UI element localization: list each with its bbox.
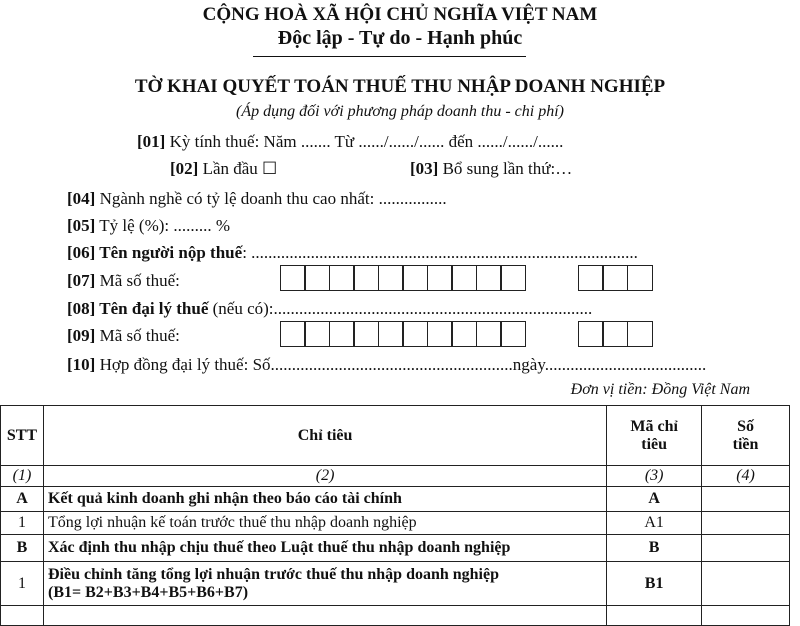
field-label: Tên đại lý thuế bbox=[95, 299, 209, 318]
row-desc bbox=[43, 606, 606, 626]
row-code: A bbox=[607, 487, 702, 512]
col-number: (2) bbox=[43, 466, 606, 487]
digit-box[interactable] bbox=[280, 321, 306, 347]
table-row bbox=[1, 535, 790, 562]
field-code: [03] bbox=[410, 159, 439, 178]
tax-code-boxes-09[interactable] bbox=[281, 321, 526, 347]
row-amount-cell[interactable] bbox=[702, 562, 790, 606]
motto: Độc lập - Tự do - Hạnh phúc bbox=[277, 27, 523, 49]
field-text: Ngành nghề có tỷ lệ doanh thu cao nhất: ................ bbox=[95, 189, 447, 208]
column-number-row bbox=[1, 466, 790, 487]
col-number: (3) bbox=[607, 466, 702, 487]
field-02[interactable] bbox=[170, 159, 277, 179]
digit-box[interactable] bbox=[378, 321, 404, 347]
field-code: [02] bbox=[170, 159, 199, 178]
digit-box[interactable] bbox=[476, 321, 502, 347]
digit-box[interactable] bbox=[602, 321, 628, 347]
row-amount-cell[interactable] bbox=[702, 487, 790, 512]
col-header-amount: Số tiền bbox=[702, 406, 790, 466]
field-text: Mã số thuế: bbox=[95, 326, 180, 345]
table-row bbox=[1, 606, 790, 626]
digit-box[interactable] bbox=[378, 265, 404, 291]
field-text: Tỷ lệ (%): ......... % bbox=[95, 216, 231, 235]
digit-box[interactable] bbox=[602, 265, 628, 291]
digit-box[interactable] bbox=[627, 265, 653, 291]
field-code: [10] bbox=[67, 355, 96, 374]
row-amount-cell[interactable] bbox=[702, 535, 790, 562]
digit-box[interactable] bbox=[304, 321, 330, 347]
table-row bbox=[1, 512, 790, 535]
row-stt: B bbox=[1, 535, 44, 562]
branch-code-boxes-09[interactable] bbox=[579, 321, 653, 347]
field-code: [05] bbox=[67, 216, 96, 235]
first-time-checkbox[interactable]: Lần đầu ☐ bbox=[198, 159, 278, 178]
row-code: A1 bbox=[607, 512, 702, 535]
row-stt: A bbox=[1, 487, 44, 512]
col-header-stt: STT bbox=[1, 406, 44, 466]
field-label: Tên người nộp thuế bbox=[95, 243, 243, 262]
col-number: (1) bbox=[1, 466, 44, 487]
digit-box[interactable] bbox=[353, 265, 379, 291]
field-text: (nếu có):........................................................................... bbox=[208, 299, 593, 318]
row-amount-cell[interactable] bbox=[702, 512, 790, 535]
field-05[interactable] bbox=[67, 216, 230, 236]
field-07 bbox=[67, 271, 180, 291]
digit-box[interactable] bbox=[427, 265, 453, 291]
row-stt: 1 bbox=[1, 562, 44, 606]
digit-box[interactable] bbox=[451, 265, 477, 291]
field-code: [09] bbox=[67, 326, 96, 345]
digit-box[interactable] bbox=[627, 321, 653, 347]
table-row bbox=[1, 487, 790, 512]
branch-code-boxes-07[interactable] bbox=[579, 265, 653, 291]
field-code: [06] bbox=[67, 243, 96, 262]
field-text: Hợp đồng đại lý thuế: Số.........................................................ngày...................................... bbox=[95, 355, 707, 374]
row-code bbox=[607, 606, 702, 626]
field-text: : ........................................................................................... bbox=[242, 243, 638, 262]
row-stt: 1 bbox=[1, 512, 44, 535]
row-desc: Tổng lợi nhuận kế toán trước thuế thu nhập doanh nghiệp bbox=[43, 512, 606, 535]
form-subtitle: (Áp dụng đối với phương pháp doanh thu - chi phí) bbox=[236, 103, 564, 120]
row-stt bbox=[1, 606, 44, 626]
digit-box[interactable] bbox=[500, 321, 526, 347]
digit-box[interactable] bbox=[578, 265, 604, 291]
nation-title: CỘNG HOÀ XÃ HỘI CHỦ NGHĨA VIỆT NAM bbox=[202, 4, 598, 25]
digit-box[interactable] bbox=[451, 321, 477, 347]
col-header-indicator: Chỉ tiêu bbox=[43, 406, 606, 466]
currency-note: Đơn vị tiền: Đồng Việt Nam bbox=[570, 381, 750, 398]
field-09 bbox=[67, 326, 180, 346]
field-06[interactable] bbox=[67, 243, 638, 263]
row-desc: Điều chỉnh tăng tổng lợi nhuận trước thuế thu nhập doanh nghiệp (B1= B2+B3+B4+B5+B6+B7) bbox=[43, 562, 606, 606]
row-code: B bbox=[607, 535, 702, 562]
field-03[interactable] bbox=[410, 159, 572, 179]
field-code: [08] bbox=[67, 299, 96, 318]
digit-box[interactable] bbox=[427, 321, 453, 347]
header-row bbox=[1, 406, 790, 466]
field-08[interactable] bbox=[67, 299, 592, 319]
digit-box[interactable] bbox=[578, 321, 604, 347]
motto-underline bbox=[253, 56, 526, 57]
field-code: [01] bbox=[137, 132, 166, 151]
row-code: B1 bbox=[607, 562, 702, 606]
field-text: Mã số thuế: bbox=[95, 271, 180, 290]
field-10[interactable] bbox=[67, 355, 706, 375]
field-code: [04] bbox=[67, 189, 96, 208]
digit-box[interactable] bbox=[402, 321, 428, 347]
field-code: [07] bbox=[67, 271, 96, 290]
form-title: TỜ KHAI QUYẾT TOÁN THUẾ THU NHẬP DOANH NGHIỆP bbox=[134, 76, 666, 97]
row-amount-cell[interactable] bbox=[702, 606, 790, 626]
field-01[interactable] bbox=[137, 132, 563, 152]
digit-box[interactable] bbox=[402, 265, 428, 291]
row-desc: Kết quả kinh doanh ghi nhận theo báo cáo tài chính bbox=[43, 487, 606, 512]
digit-box[interactable] bbox=[280, 265, 306, 291]
field-text: Kỳ tính thuế: Năm ....... Từ ....../....../...... đến ....../....../...... bbox=[165, 132, 564, 151]
digit-box[interactable] bbox=[500, 265, 526, 291]
tax-code-boxes-07[interactable] bbox=[281, 265, 526, 291]
digit-box[interactable] bbox=[304, 265, 330, 291]
col-header-code: Mã chỉ tiêu bbox=[607, 406, 702, 466]
digit-box[interactable] bbox=[476, 265, 502, 291]
digit-box[interactable] bbox=[329, 265, 355, 291]
col-number: (4) bbox=[702, 466, 790, 487]
field-04[interactable] bbox=[67, 189, 447, 209]
digit-box[interactable] bbox=[353, 321, 379, 347]
field-text: Bổ sung lần thứ:… bbox=[438, 159, 573, 178]
digit-box[interactable] bbox=[329, 321, 355, 347]
table-row bbox=[1, 562, 790, 606]
row-desc: Xác định thu nhập chịu thuế theo Luật thuế thu nhập doanh nghiệp bbox=[43, 535, 606, 562]
tax-table bbox=[0, 405, 790, 626]
